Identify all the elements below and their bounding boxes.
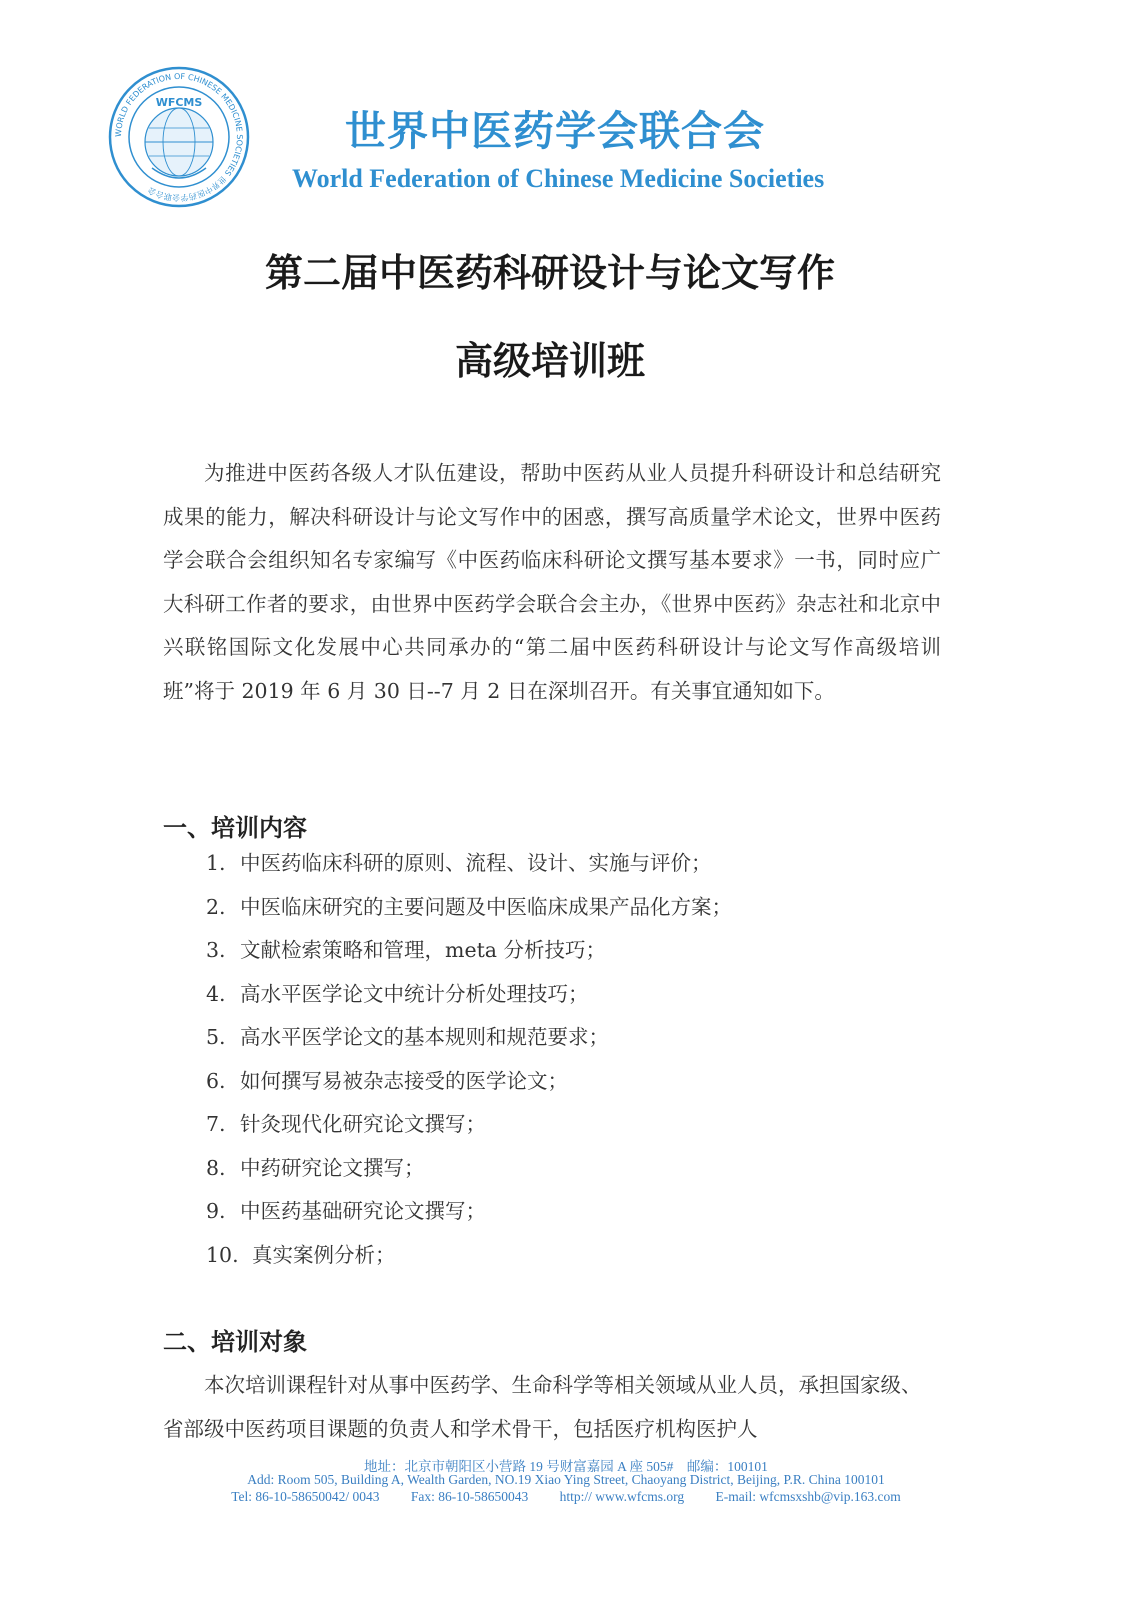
document-title-line2: 高级培训班	[454, 339, 645, 383]
logo-wfcms-text: WFCMS	[155, 96, 203, 109]
audience-paragraph: 本次培训课程针对从事中医药学、生命科学等相关领域从业人员，承担国家级、省部级中医药项目课题的负责人和学术骨干，包括医疗机构医护人	[163, 1373, 922, 1441]
footer-address-en: Add: Room 505, Building A, Wealth Garden, NO.19 Xiao Ying Street, Chaoyang District, Beijing, P.R. China 100101	[247, 1472, 885, 1487]
footer-address-cn: 地址：北京市朝阳区小营路 19 号财富嘉园 A 座 505# 邮编：100101	[364, 1459, 768, 1474]
list-item: 1. 中医药临床科研的原则、流程、设计、实施与评价；	[206, 851, 712, 875]
footer-fax: Fax: 86-10-58650043	[410, 1489, 529, 1504]
list-item: 4. 高水平医学论文中统计分析处理技巧；	[206, 981, 589, 1006]
training-content-list	[206, 842, 926, 1277]
section-heading-audience: 二、培训对象	[163, 1328, 307, 1356]
list-item: 5. 高水平医学论文的基本规则和规范要求；	[206, 1025, 609, 1049]
list-item: 10. 真实案例分析；	[206, 1242, 396, 1267]
footer-email-link[interactable]: E-mail: wfcmsxshb@vip.163.com	[715, 1489, 901, 1504]
logo-ring-text: WORLD FEDERATION OF CHINESE MEDICINE SOCIETIES 世界中医药学会联合会	[113, 71, 245, 203]
list-item: 2. 中医临床研究的主要问题及中医临床成果产品化方案；	[206, 894, 732, 919]
footer-contact	[0, 1489, 1132, 1505]
list-item: 9. 中医药基础研究论文撰写；	[206, 1199, 486, 1223]
list-item: 8. 中药研究论文撰写；	[206, 1155, 425, 1180]
footer-tel: Tel: 86-10-58650042/ 0043	[231, 1489, 380, 1504]
list-item: 7. 针灸现代化研究论文撰写；	[206, 1112, 486, 1136]
org-name-cn: 世界中医药学会联合会	[345, 107, 765, 155]
org-name-en: World Federation of Chinese Medicine Societies	[292, 164, 825, 193]
section-heading-content: 一、培训内容	[163, 814, 307, 842]
wfcms-logo-icon	[108, 66, 250, 208]
list-item: 6. 如何撰写易被杂志接受的医学论文；	[206, 1068, 568, 1093]
intro-paragraph: 为推进中医药各级人才队伍建设，帮助中医药从业人员提升科研设计和总结研究成果的能力，解决科研设计与论文写作中的困惑，撰写高质量学术论文，世界中医药学会联合会组织知名专家编写《中医药临床科研论文撰写基本要求》一书，同时应广大科研工作者的要求，由世界中医药学会联合会主办，《世界中医药》杂志社和北京中兴联铭国际文化发展中心共同承办的“第二届中医药科研设计与论文写作高级培训班”将于 2019 年 6 月 30 日--7 月 2 日在深圳召开。有关事宜通知如下。	[163, 461, 941, 703]
footer-web-link[interactable]: http:// www.wfcms.org	[559, 1489, 685, 1504]
document-title-line1: 第二届中医药科研设计与论文写作	[264, 251, 835, 295]
list-item: 3. 文献检索策略和管理，meta 分析技巧；	[206, 938, 607, 962]
